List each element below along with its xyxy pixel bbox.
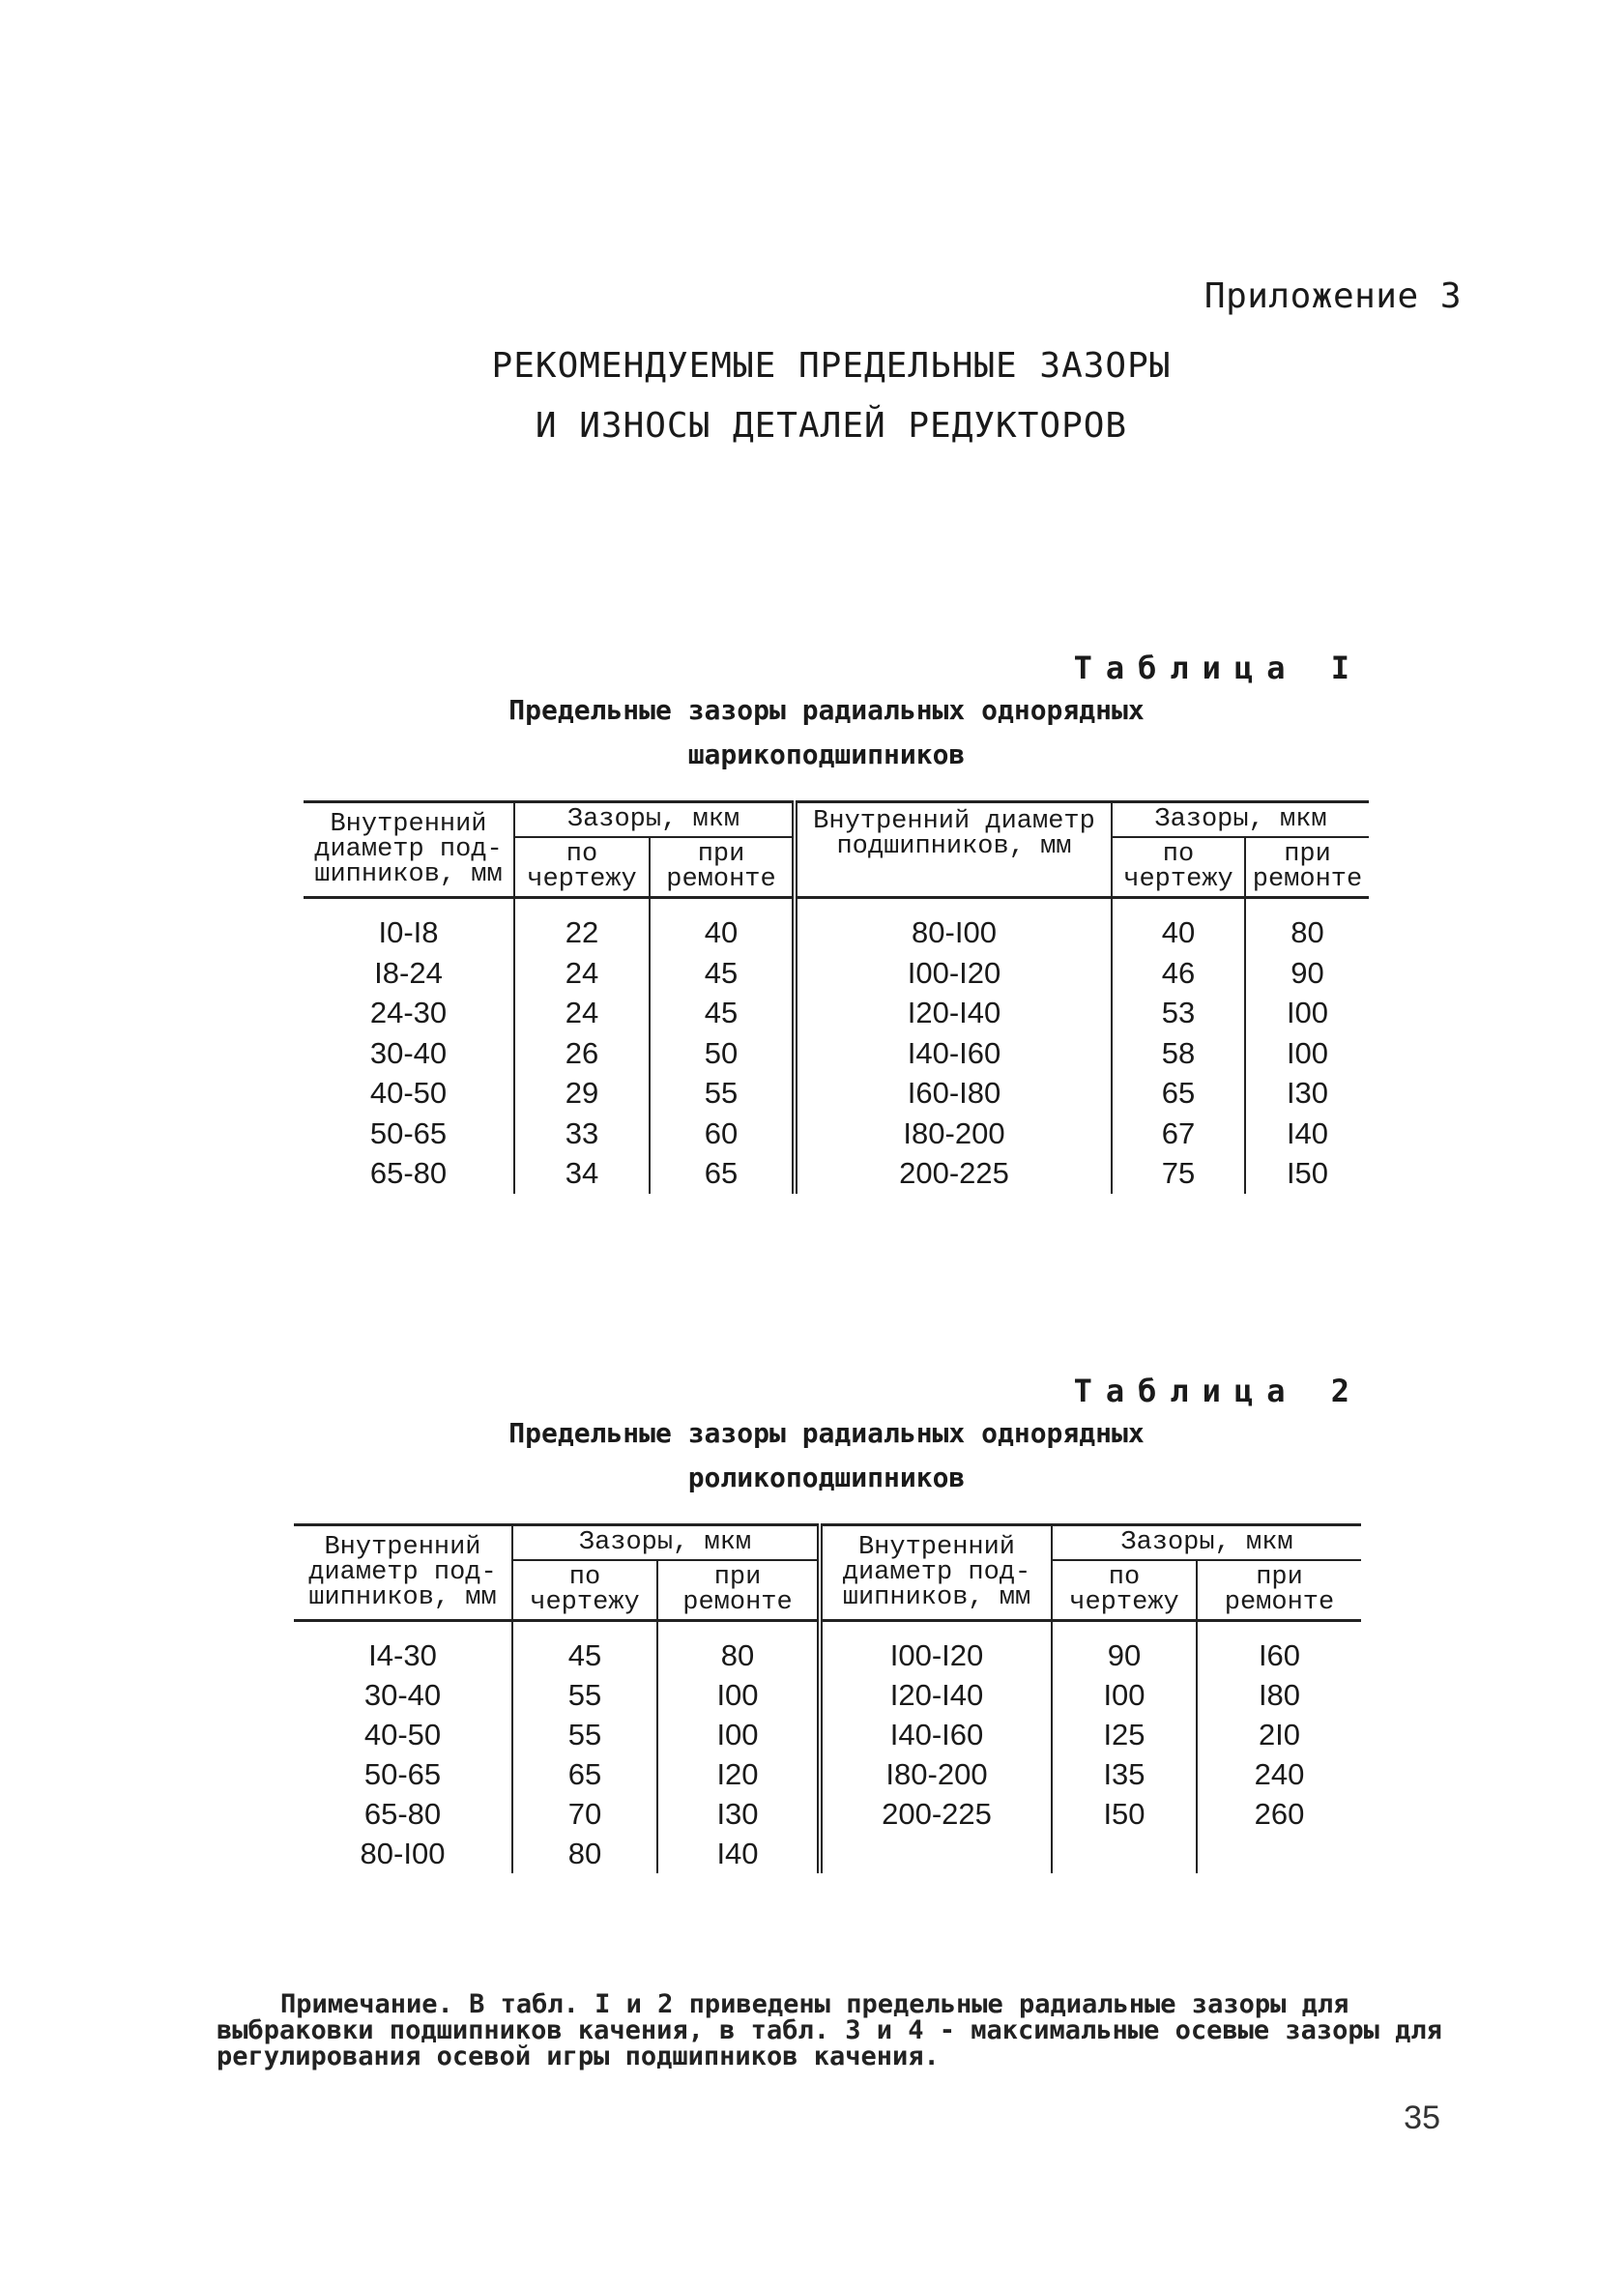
table1-cell: I30 xyxy=(1245,1073,1369,1114)
table1-cell: 46 xyxy=(1112,953,1245,994)
table1-cell: I00-I20 xyxy=(795,953,1112,994)
table1-header-drawing-right: по чертежу xyxy=(1112,837,1245,898)
table-row xyxy=(294,1794,1361,1834)
table2-header-diameter-right: Внутренний диаметр под-шипников, мм xyxy=(820,1525,1052,1621)
table1-cell: 29 xyxy=(514,1073,650,1114)
table2-cell: I80-200 xyxy=(820,1754,1052,1794)
table1-header-repair-left: при ремонте xyxy=(650,837,795,898)
table2-header-gaps-right: Зазоры, мкм xyxy=(1052,1525,1361,1561)
table1-caption-line-2: шарикоподшипников xyxy=(687,738,966,770)
table1-cell: I80-200 xyxy=(795,1114,1112,1154)
table1-cell: 30-40 xyxy=(369,1035,448,1070)
table2-cell: 65 xyxy=(512,1754,657,1794)
table1-cell: I20-I40 xyxy=(795,993,1112,1033)
footnote-text: Примечание. В табл. I и 2 приведены предельные радиальные зазоры для выбраковки подшипников качения, в табл. 3 и 4 - максимальные осевые зазоры для регулирования осевой игры подшипников качения. xyxy=(217,1989,1442,2071)
table1-cell: I0-I8 xyxy=(378,915,439,949)
table1-cell: 26 xyxy=(514,1033,650,1074)
table2-cell xyxy=(1052,1834,1197,1873)
table2-cell: I00 xyxy=(1052,1675,1197,1715)
table2-cell: 200-225 xyxy=(820,1794,1052,1834)
table2-cell: 65-80 xyxy=(363,1797,442,1831)
table2-cell: 90 xyxy=(1052,1636,1197,1675)
table1-header-drawing-left: по чертежу xyxy=(514,837,650,898)
table2-cell: 70 xyxy=(512,1794,657,1834)
table1-cell: 65 xyxy=(650,1153,795,1194)
table2-header-gaps-left: Зазоры, мкм xyxy=(512,1525,820,1561)
table-row xyxy=(304,1033,1369,1074)
title-line-1: РЕКОМЕНДУЕМЫЕ ПРЕДЕЛЬНЫЕ ЗАЗОРЫ xyxy=(491,346,1172,386)
page-title xyxy=(0,336,1624,456)
table1-cell: 24-30 xyxy=(369,996,448,1029)
table2-cell: 80 xyxy=(657,1636,820,1675)
table2-cell: I35 xyxy=(1052,1754,1197,1794)
table2-cell: I25 xyxy=(1052,1715,1197,1754)
table1-cell: 50-65 xyxy=(369,1115,448,1150)
table2-caption-line-2: роликоподшипников xyxy=(687,1462,966,1493)
title-line-2: И ИЗНОСЫ ДЕТАЛЕЙ РЕДУКТОРОВ xyxy=(535,406,1128,446)
table2-cell: I40-I60 xyxy=(820,1715,1052,1754)
table-row xyxy=(294,1675,1361,1715)
table1-cell: 45 xyxy=(650,993,795,1033)
table1-cell: 55 xyxy=(650,1073,795,1114)
table1-cell: 45 xyxy=(650,953,795,994)
table2 xyxy=(294,1523,1361,1873)
table2-header-drawing-left: по чертежу xyxy=(512,1560,657,1621)
table2-label: Таблица 2 xyxy=(1073,1373,1363,1409)
table1-caption xyxy=(0,688,1624,777)
table1-cell: I00 xyxy=(1245,1033,1369,1074)
table1-cell: 67 xyxy=(1112,1114,1245,1154)
table2-cell: I20-I40 xyxy=(820,1675,1052,1715)
table2-cell: 240 xyxy=(1197,1754,1361,1794)
table2-caption-line-1: Предельные зазоры радиальных однорядных xyxy=(508,1417,1145,1449)
table2-cell: I20 xyxy=(657,1754,820,1794)
table2-cell: I50 xyxy=(1052,1794,1197,1834)
table2-cell: I00 xyxy=(657,1715,820,1754)
table2-cell: 55 xyxy=(512,1675,657,1715)
table1-cell: 65-80 xyxy=(369,1156,448,1190)
table2-cell: 2I0 xyxy=(1197,1715,1361,1754)
table1-cell: 53 xyxy=(1112,993,1245,1033)
table1-cell: 90 xyxy=(1245,953,1369,994)
page-number: 35 xyxy=(1404,2099,1440,2136)
table1-header-gaps-left: Зазоры, мкм xyxy=(514,802,795,838)
table2-cell: 40-50 xyxy=(363,1718,442,1751)
table1-cell: 200-225 xyxy=(795,1153,1112,1194)
table-row xyxy=(304,1073,1369,1114)
table1-label: Таблица I xyxy=(1073,650,1363,686)
table1-cell: 33 xyxy=(514,1114,650,1154)
table1-cell: I8-24 xyxy=(374,955,443,990)
table2-cell: I80 xyxy=(1197,1675,1361,1715)
table2-cell: I30 xyxy=(657,1794,820,1834)
table1-header-repair-right: при ремонте xyxy=(1245,837,1369,898)
table1-cell: 40-50 xyxy=(369,1076,448,1110)
table2-cell: I4-30 xyxy=(368,1638,437,1672)
table-row xyxy=(294,1715,1361,1754)
table2-cell: I00-I20 xyxy=(820,1636,1052,1675)
table-row xyxy=(304,1114,1369,1154)
table2-cell: I60 xyxy=(1197,1636,1361,1675)
appendix-label: Приложение 3 xyxy=(1204,276,1462,316)
table1-header-diameter-right: Внутренний диаметр подшипников, мм xyxy=(795,802,1112,898)
table2-cell: I00 xyxy=(657,1675,820,1715)
table1-cell: 34 xyxy=(514,1153,650,1194)
footnote xyxy=(217,1991,1454,2070)
table1-cell: 80-I00 xyxy=(795,912,1112,953)
table2-cell: 80 xyxy=(512,1834,657,1873)
table2-cell xyxy=(820,1834,1052,1873)
table1-cell: I60-I80 xyxy=(795,1073,1112,1114)
table1-cell: 22 xyxy=(514,912,650,953)
table1-cell: I50 xyxy=(1245,1153,1369,1194)
table1-cell: 75 xyxy=(1112,1153,1245,1194)
table2-cell: I40 xyxy=(657,1834,820,1873)
table2-header-drawing-right: по чертежу xyxy=(1052,1560,1197,1621)
table1-cell: 58 xyxy=(1112,1033,1245,1074)
table1-cell: 40 xyxy=(1112,912,1245,953)
table1-cell: 24 xyxy=(514,993,650,1033)
table1-cell: 40 xyxy=(650,912,795,953)
table2-cell: 55 xyxy=(512,1715,657,1754)
table2-cell: 80-I00 xyxy=(360,1837,446,1870)
table-row xyxy=(304,912,1369,953)
table1-cell: 50 xyxy=(650,1033,795,1074)
table-row xyxy=(294,1636,1361,1675)
table2-cell: 45 xyxy=(512,1636,657,1675)
table2-header-repair-left: при ремонте xyxy=(657,1560,820,1621)
table1-cell: I40 xyxy=(1245,1114,1369,1154)
table-row xyxy=(294,1754,1361,1794)
table1-cell: I40-I60 xyxy=(795,1033,1112,1074)
table2-header-diameter-left: Внутренний диаметр под-шипников, мм xyxy=(294,1525,512,1621)
table2-cell: 260 xyxy=(1197,1794,1361,1834)
table2-cell: 30-40 xyxy=(363,1678,442,1712)
table1-cell: I00 xyxy=(1245,993,1369,1033)
table1-cell: 80 xyxy=(1245,912,1369,953)
table-row xyxy=(304,1153,1369,1194)
table-row xyxy=(304,993,1369,1033)
table1-cell: 65 xyxy=(1112,1073,1245,1114)
table2-header-repair-right: при ремонте xyxy=(1197,1560,1361,1621)
table1 xyxy=(304,800,1369,1194)
table2-cell: 50-65 xyxy=(363,1757,442,1791)
table2-cell xyxy=(1197,1834,1361,1873)
table1-cell: 24 xyxy=(514,953,650,994)
table1-header-diameter-left: Внутренний диаметр под-шипников, мм xyxy=(304,802,514,898)
table-row xyxy=(304,953,1369,994)
table-row xyxy=(294,1834,1361,1873)
table1-cell: 60 xyxy=(650,1114,795,1154)
table2-caption xyxy=(0,1411,1624,1500)
table1-caption-line-1: Предельные зазоры радиальных однорядных xyxy=(508,694,1145,726)
table1-header-gaps-right: Зазоры, мкм xyxy=(1112,802,1369,838)
